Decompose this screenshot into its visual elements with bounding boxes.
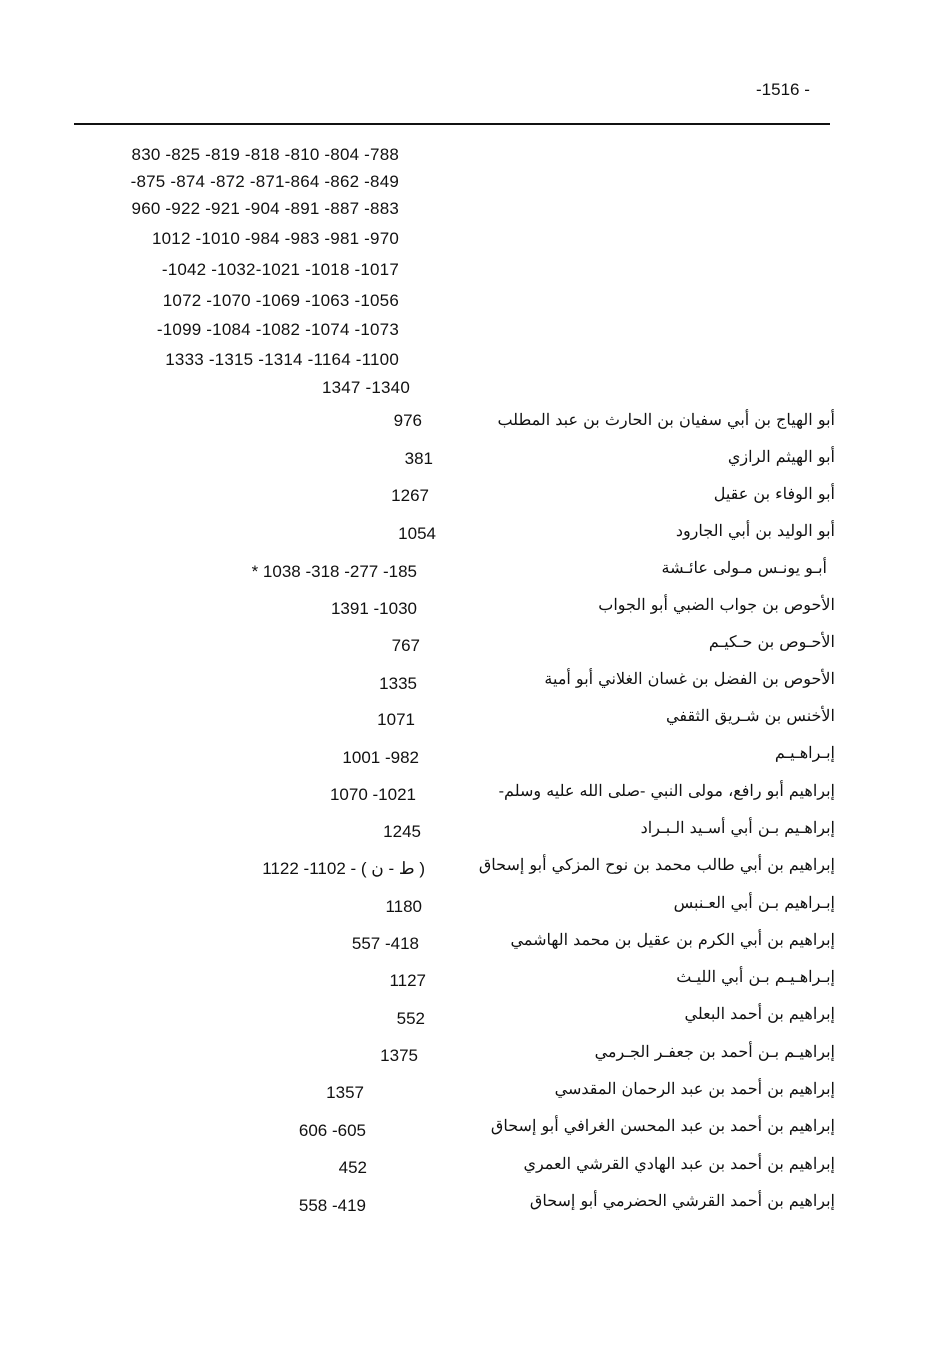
entry-name: إبراهيم بن أحمد القرشي الحضرمي أبو إسحاق [529, 1191, 835, 1210]
entry-pages: 1071 [377, 710, 415, 729]
entry-pages: 1001 -982 [342, 748, 419, 767]
entry-name: الأحوص بن جواب الضبي أبو الجواب [598, 595, 835, 614]
entry-pages: 1335 [379, 674, 417, 693]
entry-name: أبو الهيثم الرازي [727, 447, 835, 466]
entry-pages: 1070 -1021 [329, 785, 416, 804]
entry-name: إبـراهـيـم بـن أبي الليـث [676, 967, 835, 986]
entry-pages: 1054 [398, 524, 436, 543]
continuation-line: -1099 -1084 -1082 -1074 -1073 [156, 320, 399, 339]
entry-name: إبراهيم بن أحمد بن عبد المحسن الغرافي أبو إسحاق [490, 1116, 835, 1135]
entry-pages: 1122 -1102 - ( ط - ن ) [262, 859, 425, 878]
entry-pages: 1375 [380, 1046, 418, 1065]
entry-pages: 557 -418 [351, 934, 419, 953]
entry-name: إبـراهـيـم [774, 743, 835, 762]
entry-name: إبراهيم بن أحمد بن عبد الهادي القرشي العمري [523, 1154, 835, 1173]
entry-name: إبراهـيم بـن أبي أسـيد الـبـراد [640, 818, 835, 837]
continuation-line: 1333 -1315 -1314 -1164 -1100 [165, 350, 399, 369]
continuation-line: 1012 -1010 -984 -983 -981 -970 [151, 229, 399, 248]
entry-name: إبـراهيم بـن أبي العـنبس [673, 893, 835, 912]
continuation-line: 1347 -1340 [321, 378, 410, 397]
entry-pages: 767 [391, 636, 420, 655]
entry-name: إبراهيم بن أبي الكرم بن عقيل بن محمد الهاشمي [510, 930, 835, 949]
entry-pages: 1391 -1030 [330, 599, 417, 618]
entry-name: الأحوص بن الفضل بن غسان الغلاني أبو أمية [544, 669, 835, 688]
entry-name: أبو الهياج بن أبي سفيان بن الحارث بن عبد المطلب [497, 410, 835, 429]
entry-pages: 1127 [389, 971, 426, 990]
entry-pages: * 1038 -318 -277 -185 [251, 562, 417, 581]
continuation-line: -875 -874 -872 -871-864 -862 -849 [130, 172, 399, 191]
entry-name: إبراهيم بن أبي طالب محمد بن نوح المزكي أبو إسحاق [478, 855, 835, 874]
entry-name: إبراهيـم بـن أحمد بن جعفـر الجـرمي [594, 1042, 835, 1061]
entry-pages: 976 [393, 411, 422, 430]
continuation-line: -1042 -1032-1021 -1018 -1017 [161, 260, 399, 279]
entry-pages: 1180 [385, 897, 422, 916]
entry-name: إبراهيم بن أحمد البعلي [684, 1004, 835, 1023]
entry-name: إبراهيم بن أحمد بن عبد الرحمان المقدسي [554, 1079, 835, 1098]
entry-pages: 381 [404, 449, 433, 468]
continuation-line: 960 -922 -921 -904 -891 -887 -883 [131, 199, 399, 218]
header-rule [74, 123, 830, 125]
entry-name: إبراهيم أبو رافع، مولى النبي -صلى الله عليه وسلم- [498, 781, 835, 800]
page-number: -1516 - [756, 80, 810, 99]
entry-pages: 552 [396, 1009, 425, 1028]
continuation-line: 830 -825 -819 -818 -810 -804 -788 [131, 145, 399, 164]
entry-name: أبـو يونـس مـولى عائـشة [661, 558, 827, 577]
entry-pages: 452 [338, 1158, 367, 1177]
continuation-line: 1072 -1070 -1069 -1063 -1056 [162, 291, 399, 310]
entry-pages: 1267 [391, 486, 429, 505]
entry-pages: 1245 [383, 822, 421, 841]
entry-name: أبو الوليد بن أبي الجارود [675, 521, 835, 540]
entry-pages: 606 -605 [298, 1121, 366, 1140]
entry-name: أبو الوفاء بن عقيل [713, 484, 835, 503]
entry-pages: 558 -419 [298, 1196, 366, 1215]
entry-pages: 1357 [326, 1083, 364, 1102]
entry-name: الأحـوص بن حـكيـم [708, 632, 835, 651]
entry-name: الأخنس بن شـريق الثقفي [666, 706, 835, 725]
